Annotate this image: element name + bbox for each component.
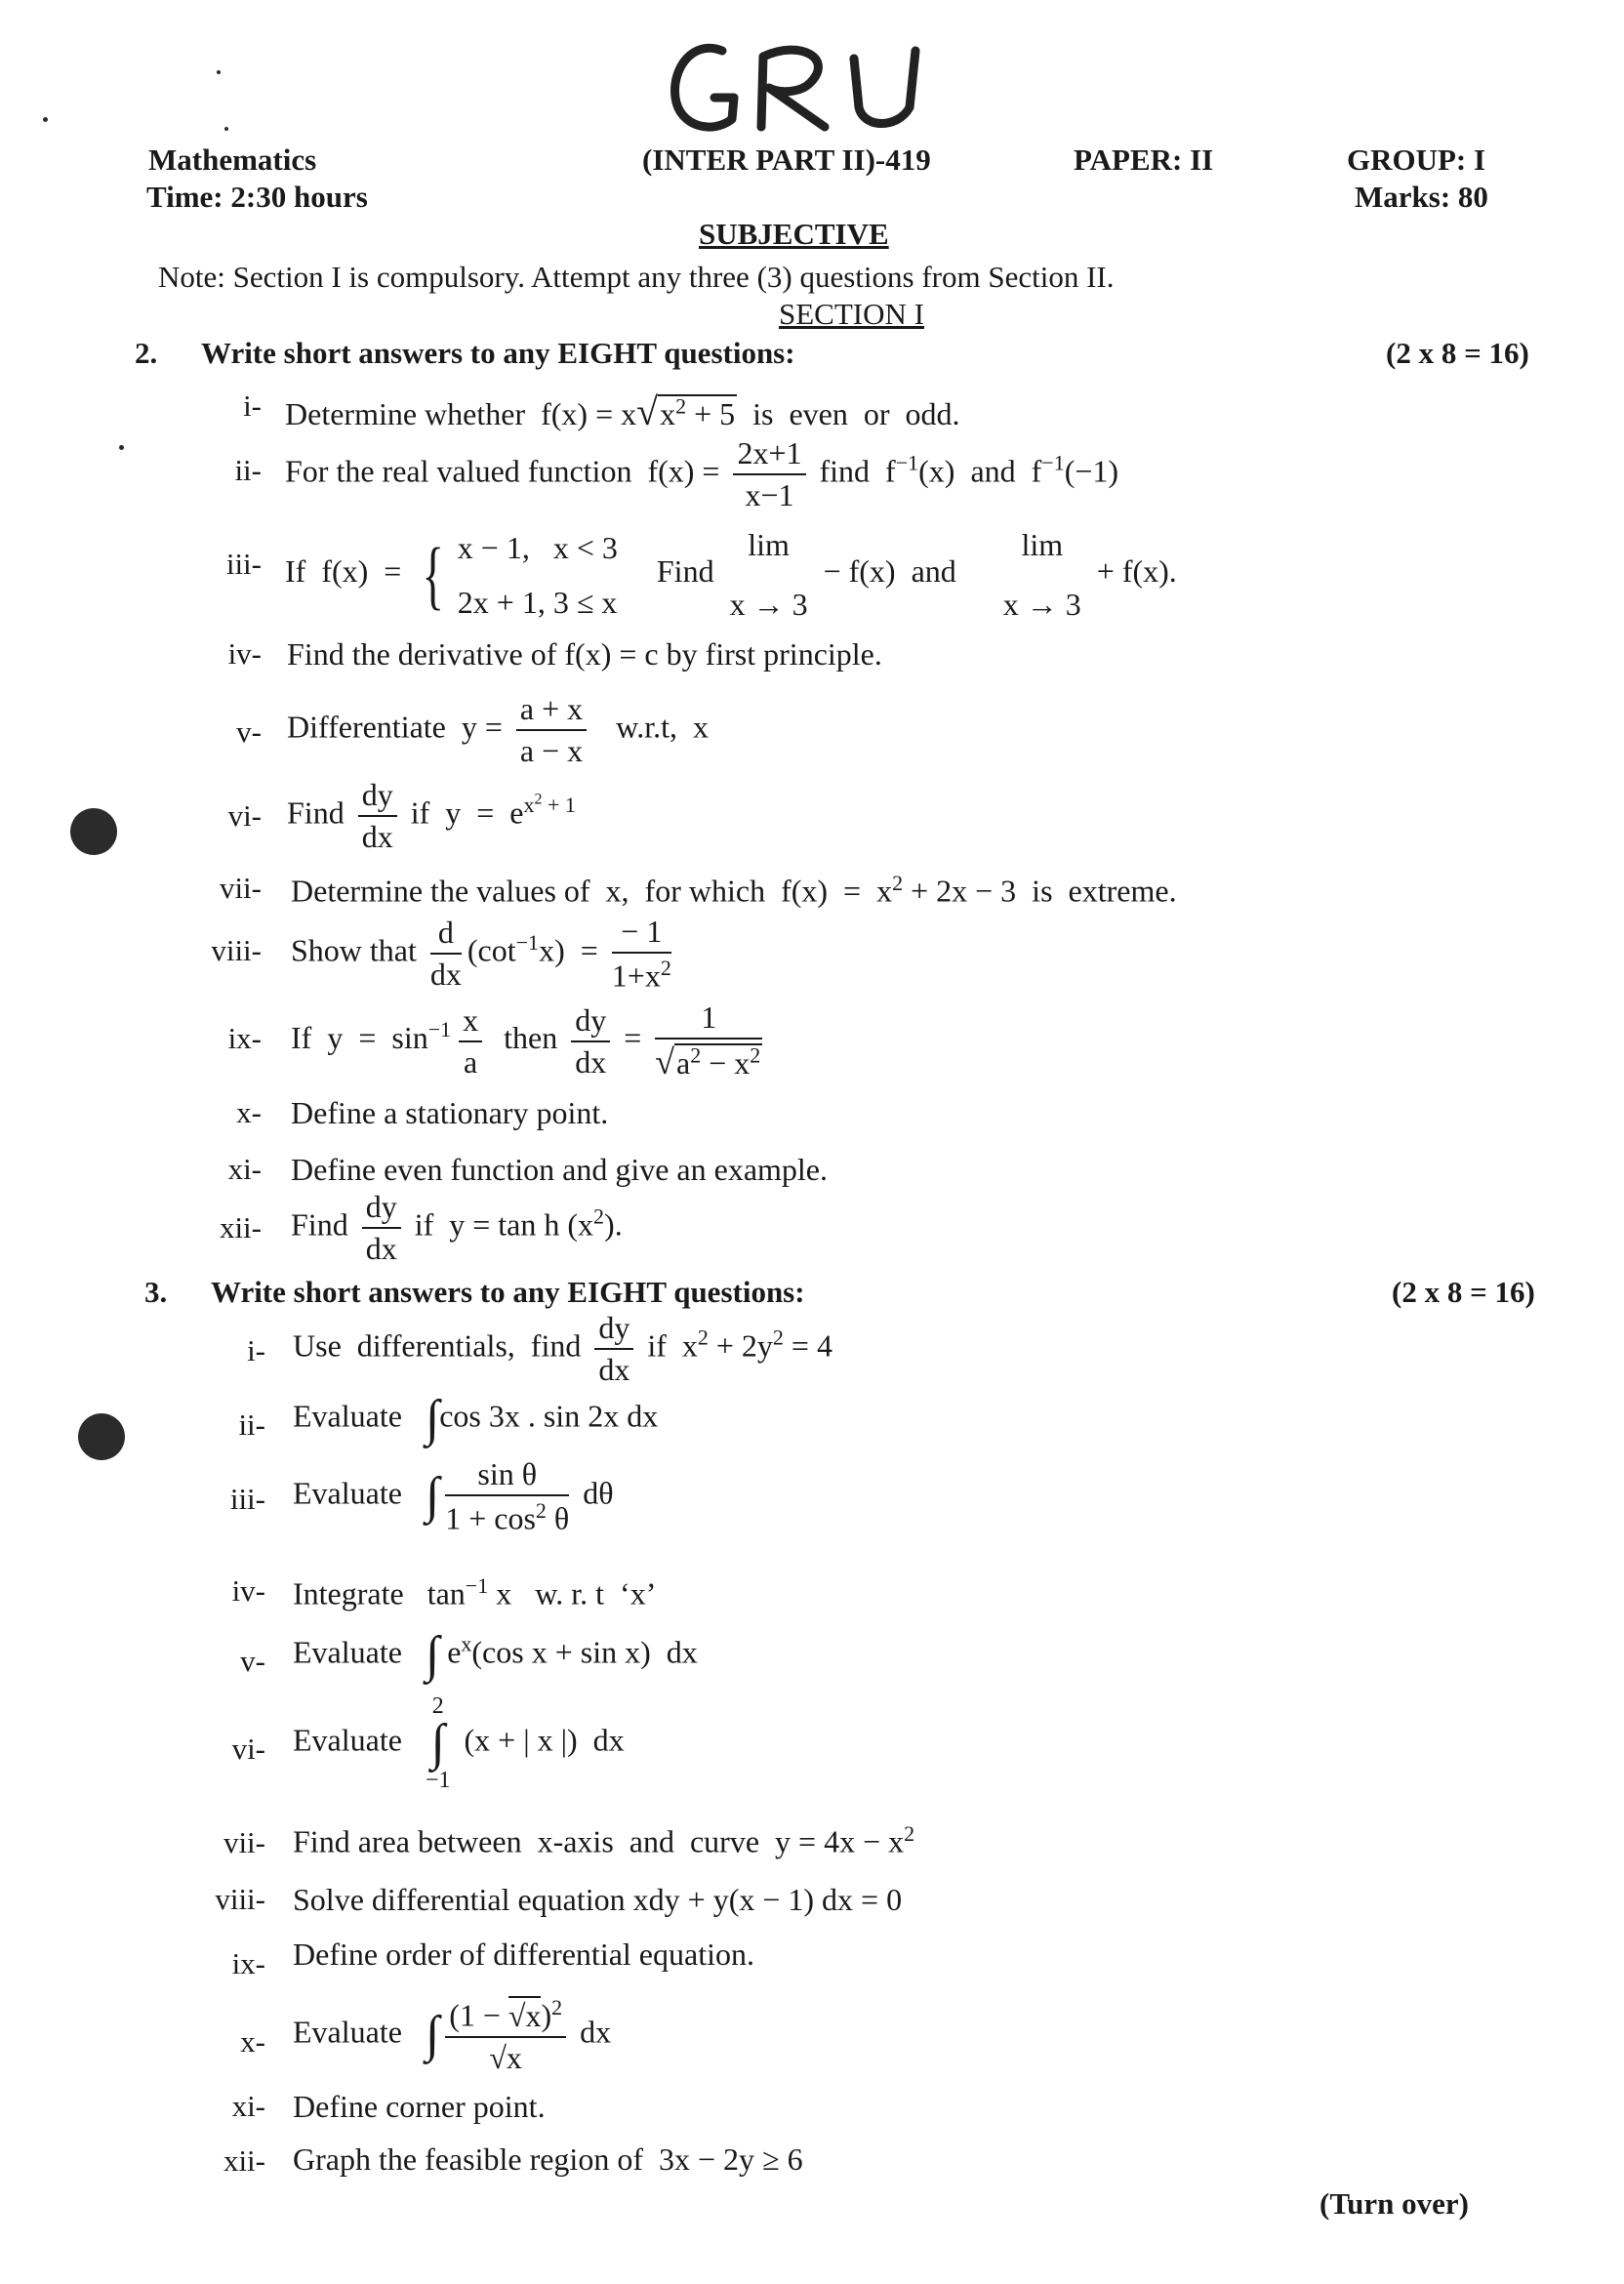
paper-label: PAPER: II: [1074, 143, 1214, 177]
q3-item-ix: Define order of differential equation.: [293, 1937, 754, 1972]
q3-item-number: iii-: [229, 1482, 265, 1516]
q2-heading: Write short answers to any EIGHT questions:: [201, 336, 795, 370]
q3-item-number: v-: [240, 1644, 265, 1678]
q3-item-number: xi-: [231, 2089, 265, 2123]
q2-item-vii: Determine the values of x, for which $f(x) = x^2 + 2x - 3$ is extreme.: [291, 871, 1177, 909]
q3-item-i: Use differentials, find $\frac{dy}{dx}$ if $x^2 + 2y^2 = 4$: [293, 1310, 832, 1387]
q2-item-vi: Find $\frac{dy}{dx}$ if $y = e^{x^2 + 1}$: [287, 777, 576, 854]
q3-item-number: ii-: [238, 1407, 265, 1442]
marks-label: Marks: 80: [1355, 180, 1488, 214]
q3-item-number: x-: [240, 2024, 265, 2059]
q3-item-iv: Integrate $\tan^{-1} x$ w. r. t ‘x’: [293, 1573, 657, 1611]
q2-item-number: iv-: [227, 636, 262, 671]
q3-number: 3.: [144, 1275, 168, 1309]
q3-item-number: iv-: [231, 1573, 265, 1608]
q2-item-number: viii-: [211, 933, 262, 967]
q2-item-number: ii-: [234, 453, 262, 487]
group-label: GROUP: I: [1347, 143, 1486, 177]
q3-item-xii: Graph the feasible region of 3x − 2y ≥ 6: [293, 2141, 803, 2177]
handwritten-gru-mark: [654, 29, 966, 146]
q3-item-vi: Evaluate 2 ∫ −1 (x + | x |) dx: [293, 1693, 625, 1793]
q2-item-number: xii-: [219, 1210, 262, 1244]
q3-item-vii: Find area between x-axis and curve $y = 4x - x^2$: [293, 1821, 915, 1859]
q3-heading: Write short answers to any EIGHT questions:: [211, 1275, 805, 1309]
q2-item-viii: Show that $\frac{d}{dx}$ $(\cot^{-1}x)$ = $\frac{- 1}{1+x^2}$: [291, 914, 671, 994]
q2-item-ii: For the real valued function f(x) = $\frac{2x+1}{x-1}$ find $f^{-1}(x)$ and $f^{-1}(-1)$: [285, 435, 1119, 512]
q3-item-number: i-: [247, 1333, 265, 1367]
turn-over-label: (Turn over): [1320, 2186, 1469, 2221]
q3-item-number: ix-: [231, 1946, 265, 1980]
q2-item-xi: Define even function and give an example.: [291, 1152, 828, 1187]
scan-speck: [119, 445, 124, 450]
q2-item-number: i-: [243, 388, 262, 423]
exam-code: (INTER PART II)-419: [642, 143, 931, 177]
q2-item-iii: If f(x) = { x − 1, x < 3 2x + 1, 3 ≤ x Find lim x → 3 − f(x) and lim x → 3 + f(x).: [285, 527, 1177, 622]
time-label: Time: 2:30 hours: [146, 180, 368, 214]
q2-item-x: Define a stationary point.: [291, 1095, 609, 1130]
q3-item-viii: Solve differential equation xdy + y(x − 1) dx = 0: [293, 1882, 903, 1917]
q3-item-number: vii-: [223, 1825, 265, 1859]
subjective-title: SUBJECTIVE: [699, 217, 889, 251]
punch-hole-top: [70, 808, 117, 855]
q3-item-number: vi-: [231, 1732, 265, 1766]
q2-item-number: vii-: [219, 871, 262, 905]
scan-speck: [217, 70, 221, 74]
q3-item-iii: Evaluate ∫ $\frac{\text{sin θ}}{1 + \cos^2 \theta}$ dθ: [293, 1456, 614, 1536]
q2-number: 2.: [135, 336, 158, 370]
q2-item-number: vi-: [227, 798, 262, 833]
q2-marks: (2 x 8 = 16): [1386, 336, 1529, 370]
q2-item-i: Determine whether $f(x) = x√x^2 + 5$ is even or odd.: [285, 389, 960, 433]
q3-item-number: xii-: [223, 2143, 265, 2178]
subject-label: Mathematics: [148, 143, 317, 177]
scan-speck: [224, 127, 228, 131]
q3-item-number: viii-: [215, 1882, 265, 1916]
q3-item-xi: Define corner point.: [293, 2089, 546, 2124]
q2-item-number: xi-: [227, 1152, 262, 1186]
scan-speck: [43, 117, 48, 122]
q2-item-number: x-: [236, 1095, 262, 1129]
q2-item-number: v-: [236, 714, 262, 749]
q3-item-v: Evaluate ∫ $e^x(\cos$ x + sin x) dx: [293, 1627, 698, 1683]
q2-item-number: ix-: [227, 1021, 262, 1055]
q2-item-iv: Find the derivative of f(x) = c by first principle.: [287, 636, 882, 672]
q3-item-x: Evaluate ∫ $\frac{(1 - √x)^2}{√x}$ dx: [293, 1995, 612, 2075]
q3-item-ii: Evaluate ∫cos 3x . sin 2x dx: [293, 1391, 659, 1447]
instructions-note: Note: Section I is compulsory. Attempt any three (3) questions from Section II.: [158, 260, 1115, 294]
q2-item-number: iii-: [225, 547, 262, 581]
section-heading: SECTION I: [779, 297, 924, 331]
q2-item-v: Differentiate y = $\frac{a + x}{a - x}$ w.r.t, x: [287, 691, 709, 768]
punch-hole-bottom: [78, 1413, 125, 1460]
q3-marks: (2 x 8 = 16): [1392, 1275, 1535, 1309]
q2-item-xii: Find $\frac{dy}{dx}$ if y = tan h $(x^2)$.: [291, 1189, 623, 1266]
q2-item-ix: If $y = \sin^{-1}$ $\frac{x}{a}$ then $\frac{dy}{dx}$ = $\frac{1}{√a^2 - x^2}$: [291, 999, 761, 1081]
